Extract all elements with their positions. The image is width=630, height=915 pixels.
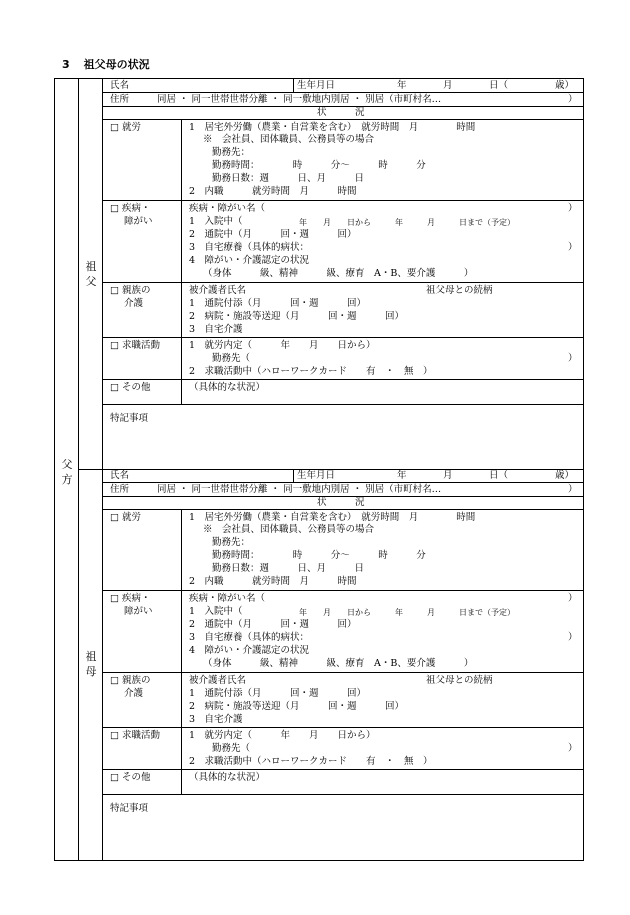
job-line: 勤務先（ (212, 353, 251, 364)
care-label: 介護 (124, 688, 144, 699)
address-options: 同居 ・ 同一世帯世帯分離 ・ 同一敷地内別居 ・ 別居（市町村名… (157, 484, 442, 495)
person-block (55, 469, 583, 859)
care-line: 祖父母との続柄 (426, 675, 493, 686)
illness-label: 障がい (124, 606, 153, 617)
work-line: 2 内職 就労時間 月 時間 (189, 576, 357, 587)
care-line: 2 病院・施設等送迎（月 回・週 回） (189, 701, 405, 712)
close-paren: ） (568, 743, 578, 754)
other-checkbox[interactable]: □ その他 (110, 382, 151, 393)
job-checkbox[interactable]: □ 求職活動 (110, 340, 160, 351)
month-label: 月 (443, 80, 453, 91)
other-checkbox[interactable]: □ その他 (110, 772, 151, 783)
day-label: 日（ (489, 80, 509, 91)
care-line: 3 自宅介護 (189, 324, 243, 335)
work-line: 勤務時間： 時 分～ 時 分 (212, 550, 426, 561)
close-paren: ） (568, 353, 578, 364)
close-paren: ） (568, 94, 578, 105)
work-checkbox[interactable]: □ 就労 (110, 122, 141, 133)
person-label: 祖 母 (85, 650, 97, 678)
day-label: 日（ (489, 470, 509, 481)
divider (293, 79, 294, 92)
notes-label: 特記事項 (110, 413, 149, 424)
work-line: 2 内職 就労時間 月 時間 (189, 186, 357, 197)
work-line: 勤務先： (212, 147, 251, 158)
name-label: 氏名 (110, 80, 130, 91)
job-line: 2 求職活動中（ハローワークカード 有 ・ 無 ） (189, 756, 433, 767)
work-line: 勤務日数：週 日、月 日 (212, 563, 365, 574)
care-line: 1 通院付添（月 回・週 回） (189, 688, 367, 699)
work-line: ※ 会社員、団体職員、公務員等の場合 (203, 524, 375, 535)
work-line: 勤務先： (212, 537, 251, 548)
address-options: 同居 ・ 同一世帯世帯分離 ・ 同一敷地内別居 ・ 別居（市町村名… (157, 94, 442, 105)
illness-line: 疾病・障がい名（ (189, 203, 266, 214)
illness-label: 障がい (124, 216, 153, 227)
job-line: 1 就労内定（ 年 月 日から） (189, 340, 376, 351)
close-paren: ） (568, 484, 578, 495)
care-checkbox[interactable]: □ 親族の (110, 285, 151, 296)
care-line: 1 通院付添（月 回・週 回） (189, 298, 367, 309)
illness-line: 年 月 日から 年 月 日まで（予定） (299, 608, 515, 617)
work-line: 1 居宅外労働（農業・自営業を含む） 就労時間 月 時間 (189, 512, 476, 523)
illness-line: 3 自宅療養（具体的病状： (189, 242, 310, 253)
illness-line: 年 月 日から 年 月 日まで（予定） (299, 218, 515, 227)
work-line: 勤務時間： 時 分～ 時 分 (212, 160, 426, 171)
illness-checkbox[interactable]: □ 疾病・ (110, 593, 151, 604)
care-line: 祖父母との続柄 (426, 285, 493, 296)
care-label: 介護 (124, 298, 144, 309)
illness-line: （身体 級、精神 級、療育 A・B、要介護 ） (203, 268, 474, 279)
illness-checkbox[interactable]: □ 疾病・ (110, 203, 151, 214)
address-label: 住所 (110, 484, 130, 495)
grandparents-table (54, 78, 584, 861)
month-label: 月 (443, 470, 453, 481)
birth-label: 生年月日 (297, 80, 336, 91)
illness-line: 2 通院中（月 回・週 回） (189, 619, 357, 630)
job-line: 1 就労内定（ 年 月 日から） (189, 730, 376, 741)
year-label: 年 (397, 80, 407, 91)
age-label: 歳） (555, 470, 575, 481)
notes-label: 特記事項 (110, 803, 149, 814)
care-line: 2 病院・施設等送迎（月 回・週 回） (189, 311, 405, 322)
person-label: 祖 父 (85, 260, 97, 288)
status-header: 状 況 (317, 107, 365, 118)
other-line: （具体的な状況） (189, 382, 266, 393)
section-number: 3 (62, 58, 70, 71)
illness-line: 疾病・障がい名（ (189, 593, 266, 604)
close-paren: ） (568, 632, 578, 643)
work-line: ※ 会社員、団体職員、公務員等の場合 (203, 134, 375, 145)
close-paren: ） (568, 203, 578, 214)
care-line: 被介護者氏名 (189, 285, 247, 296)
divider (181, 119, 182, 404)
illness-line: 4 障がい・介護認定の状況 (189, 645, 310, 656)
illness-line: 1 入院中（ (189, 216, 243, 227)
care-line: 被介護者氏名 (189, 675, 247, 686)
work-checkbox[interactable]: □ 就労 (110, 512, 141, 523)
job-line: 2 求職活動中（ハローワークカード 有 ・ 無 ） (189, 366, 433, 377)
other-line: （具体的な状況） (189, 772, 266, 783)
illness-line: 1 入院中（ (189, 606, 243, 617)
person-block (55, 79, 583, 469)
year-label: 年 (397, 470, 407, 481)
work-line: 勤務日数：週 日、月 日 (212, 173, 365, 184)
address-label: 住所 (110, 94, 130, 105)
section-title: 祖父母の状況 (83, 58, 150, 71)
name-label: 氏名 (110, 470, 130, 481)
divider (181, 509, 182, 794)
birth-label: 生年月日 (297, 470, 336, 481)
age-label: 歳） (555, 80, 575, 91)
care-line: 3 自宅介護 (189, 714, 243, 725)
illness-line: （身体 級、精神 級、療育 A・B、要介護 ） (203, 658, 474, 669)
job-line: 勤務先（ (212, 743, 251, 754)
illness-line: 3 自宅療養（具体的病状： (189, 632, 310, 643)
job-checkbox[interactable]: □ 求職活動 (110, 730, 160, 741)
work-line: 1 居宅外労働（農業・自営業を含む） 就労時間 月 時間 (189, 122, 476, 133)
illness-line: 4 障がい・介護認定の状況 (189, 255, 310, 266)
divider (293, 469, 294, 482)
close-paren: ） (568, 593, 578, 604)
side-label: 父方 (61, 458, 73, 486)
care-checkbox[interactable]: □ 親族の (110, 675, 151, 686)
section-heading (62, 56, 150, 72)
close-paren: ） (568, 242, 578, 253)
status-header: 状 況 (317, 497, 365, 508)
illness-line: 2 通院中（月 回・週 回） (189, 229, 357, 240)
